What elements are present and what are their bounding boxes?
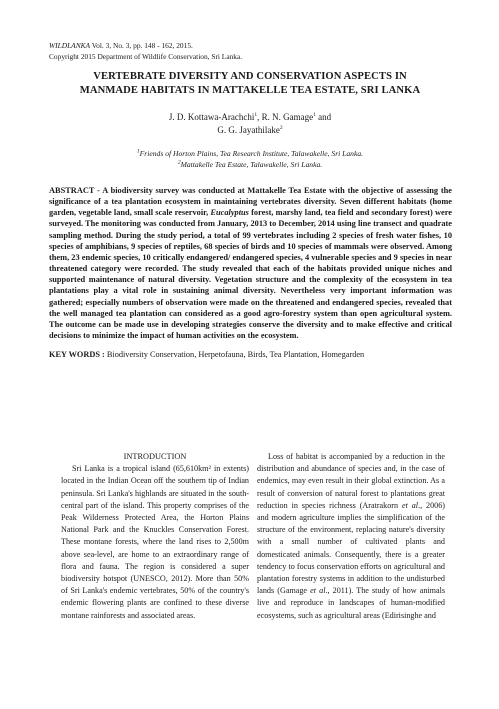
paper-title [40,70,460,98]
journal-header [49,40,242,62]
journal-name: WILDLANKA [49,41,91,50]
abstract-text-2: forest, marshy land, tea field and secondary forest) were surveyed. The monitoring was conducted from January, 2013 to December, 2014 using line transect and quadrate sampling method. During the study period, a total of 99 vertebrates including 2 species of fresh water fishes, 10 species of amphibians, 9 species of reptiles, 68 species of birds and 10 species of mammals were observed. Among them, 23 endemic species, 10 critically endangered/ endangered species, 4 vulnerable species and 9 species in near threatened category were recorded. The study revealed that each of the habitats provided unique niches and supported maintenance of natural diversity. Vegetation structure and the complexity of the ecosystem in tea plantations play a vital role in sustaining animal diversity. Nevertheless very important information was gathered; especially numbers of observation were made on the threatened and endangered species, revealed that the well managed tea plantation can considered as a good agro-forestry system than open agricultural system. The outcome can be made use in developing strategies conserve the diversity and to make effective and critical decisions to minimize the impact of human activities on the ecosystem. [49,208,452,341]
author-3: G. G. Jayathilake [217,124,280,135]
para-2-text-2: ., 2006) and modern agriculture implies the simplification of the structure of the environment, replacing nature's diversity with a small number of cultivated plants and domesticated animals. Consequently, there is a greater tendency to focus conservation efforts on agricultural and plantation forestry systems in addition to the undisturbed lands (Gamage [257,500,445,596]
intro-paragraph-1: Sri Lanka is a tropical island (65,610km² in extents) located in the Indian Ocean off the southern tip of Indian peninsula. Sri Lanka's highlands are situated in the south-central part of the island. This property comprises of the Peak Wilderness Protected Area, the Horton Plains National Park and the Knuckles Conservation Forest. These montane forests, where the land rises to 2,500m above sea-level, are home to an extraordinary range of flora and fauna. The region is considered a super biodiversity hotspot (UNESCO, 2012). More than 50% of Sri Lanka's endemic vertebrates, 50% of the country's endemic flowering plants are confined to these diverse montane rainforests and associated areas. [61,464,249,620]
author-2-affil: 1 [313,112,316,118]
title-line-2: MANMADE HABITATS IN MATTAKELLE TEA ESTATE, SRI LANKA [79,85,421,96]
author-2: , R. N. Gamage [257,112,314,122]
authors-line-2 [40,124,460,137]
authors-line-1 [40,111,460,124]
keywords [49,349,459,360]
section-heading-introduction: INTRODUCTION [123,452,187,461]
affiliation-2-mark: 2 [177,159,181,166]
para-2-et-al-2: et al [310,586,326,596]
intro-paragraph-2 [257,451,445,622]
para-2-et-al-1: et al [401,500,419,510]
abstract-text-1: ABSTRACT - A biodiversity survey was conducted at Mattakelle Tea Estate with the objective of assessing the significance of a tea plantation ecosystem in maintaining vertebrates diversity. Seven different habitats (home garden, vegetable land, small scale reservoir, [49,186,452,218]
citation-line [49,40,242,51]
author-and: and [315,112,332,122]
affiliations [40,148,460,170]
copyright-line: Copyright 2015 Department of Wildlife Conservation, Sri Lanka. [49,52,243,61]
right-column [257,451,445,622]
abstract [49,185,452,341]
para-2-text-1: Loss of habitat is accompanied by a reduction in the distribution and abundance of species and, in the case of endemics, may even result in their global extinction. As a result of conversion of natural forest to plantations great reduction in species richness (Aratrakorn [257,452,445,510]
author-1-affil: 1 [254,112,258,118]
para-2-text-3: ., 2011). The study of how animals live and reproduce in landscapes of human-modified ecosystems, such as agricultural areas (Edirisinghe and [257,586,445,620]
author-list [40,111,460,136]
affiliation-1-mark: 1 [136,148,140,155]
abstract-italic-term: Eucalyptus [210,208,249,218]
affiliation-1-text: Friends of Horton Plains, Tea Research Institute, Talawakelle, Sri Lanka. [139,149,364,158]
affiliation-2 [40,159,460,170]
left-column [61,451,249,622]
author-3-affil: 2 [279,124,283,131]
keywords-text: Biodiversity Conservation, Herpetofauna, Birds, Tea Plantation, Homegarden [104,350,365,359]
title-line-1: VERTEBRATE DIVERSITY AND CONSERVATION ASPECTS IN [93,71,407,82]
affiliation-2-text: Mattakelle Tea Estate, Talawakelle, Sri Lanka. [180,160,323,169]
affiliation-1 [40,148,460,159]
keywords-label: KEY WORDS : [49,350,105,359]
author-1: J. D. Kottawa-Arachchi [168,112,255,122]
citation: Vol. 3, No. 3, pp. 148 - 162, 2015. [90,41,193,50]
